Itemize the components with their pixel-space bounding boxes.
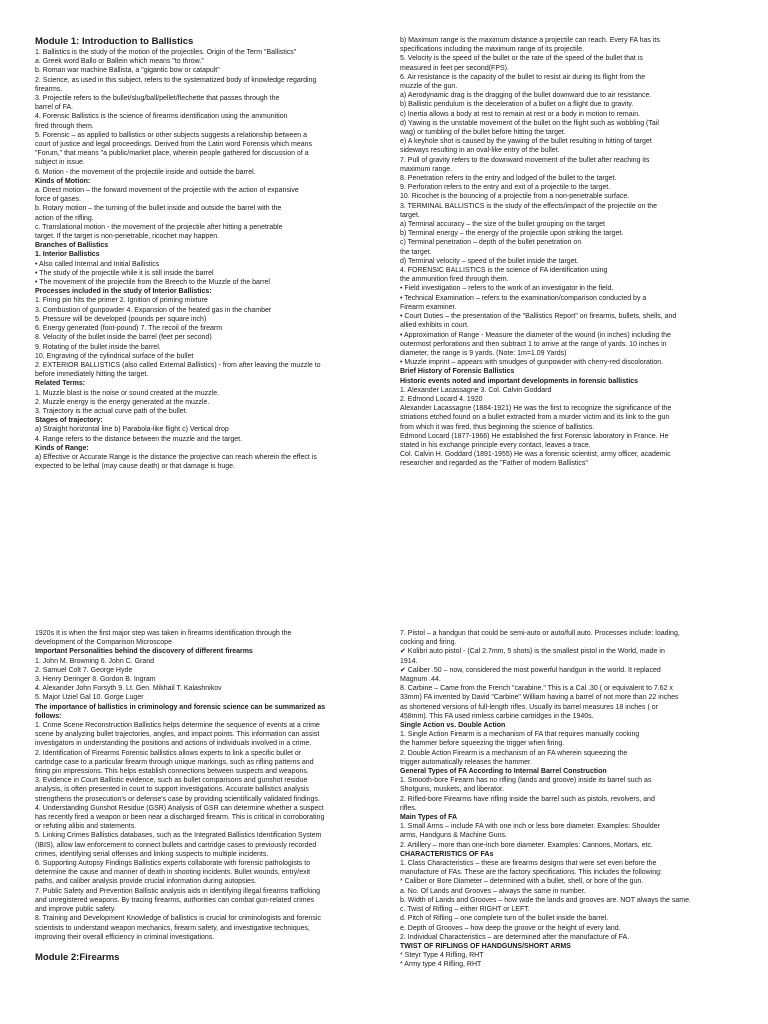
text-line: specifications including the maximum range of its projectile. [400,46,585,54]
text-line: 9. Perforation refers to the entry and exit of a projectile to the target. [400,184,611,192]
text-line: 2. Rifled-bore Firearms have rifling inside the barrel such as pistols, revolvers, and [400,795,655,803]
text-line: (IBIS), allow law enforcement to connect bullets and cartridge cases to previously recorded [35,841,317,849]
text-line: crimes, identifying serial offenses and linking suspects to multiple incidents. [35,850,269,858]
text-line: 5. Forensic – as applied to ballistics or other subjects suggests a relationship between a [35,131,307,139]
text-line: • Field investigation – refers to the work of an investigator in the field. [400,285,614,293]
text-line: 8. Penetration refers to the entry and lodged of the bullet to the target. [400,175,617,183]
text-line: • Also called Internal and Initial Ballistics [35,260,160,268]
text-line: 6. Motion - the movement of the projectile inside and outside the barrel. [35,168,256,176]
text-line: ✔ Kolibri auto pistol - (Cal 2.7mm, 5 shots) is the smallest pistol in the World, made in [400,648,665,656]
text-line: b) Ballistic pendulum is the deceleration of a bullet on a flight due to gravity. [400,101,634,109]
text-line: 7. Public Safety and Prevention Ballistic analysis aids in identifying illegal firearms trafficking [35,887,321,895]
text-line: b) Maximum range is the maximum distance a projectile can reach. Every FA has its [400,37,660,44]
text-line: a. No. Of Lands and Grooves – always the same in number. [400,887,586,895]
text-line: Col. Calvin H. Goddard (1891-1955) He was a forensic scientist, army officer, academic [400,451,671,459]
text-line: e) A keyhole shot is caused by the yawing of the bullet resulting in hitting of target [400,138,652,146]
text-line: Magnum .44. [400,676,441,684]
text-line: 5. Linking Crimes Ballistics databases, such as the Integrated Ballistics Identification System [35,832,322,840]
bottom-left-column [35,629,365,964]
text-line: from which it was fired, thus beginning the science of ballistics. [400,423,595,431]
text-line: development of the Comparison Microscope [35,639,172,647]
text-line: • Court Duties – the presentation of the "Ballistics Report" on firearms, bullets, shells, and [400,313,677,321]
text-line: and improve public safety. [35,906,116,914]
text-line: b. Roman war machine Ballista, a "gigantic bow or catapult" [35,67,220,75]
text-line: paths, and caliber analysis provide crucial information during autopsies. [35,878,257,886]
text-line: 1. Alexander Lacassagne 3. Col. Calvin Goddard [400,386,552,394]
top-right-column [400,36,740,469]
text-line: 3. Combustion of gunpowder 4. Expansion of the heated gas in the chamber [35,306,272,314]
text-line: a) Aerodynamic drag is the dragging of the bullet downward due to air resistance. [400,92,652,100]
text-line: 4. Alexander John Forsyth 9. Lt. Gen. Mikhail T. Kalashnikov [35,685,222,693]
text-line: • The movement of the projectile from the Breech to the Muzzle of the barrel [35,279,270,287]
text-line: cocking and firing. [400,639,457,647]
text-line: barrel of FA. [35,104,74,112]
text-line: maximum range. [400,165,453,173]
text-line: and unregistered weapons. By tracing firearms, authorities can combat gun-related crimes [35,896,314,904]
text-line: "Forum," that means "a public/market place, wherein people gathered for discussion of a [35,150,309,158]
text-line: Shotguns, muskets, and liberator. [400,786,504,794]
text-line: TWIST OF RIFLINGS OF HANDGUNS/SHORT ARMS [400,942,571,950]
text-line: Historic events noted and important developments in forensic ballistics [400,377,639,385]
text-line: 3. Projectile refers to the bullet/slug/ball/pellet/flechette that passes through the [35,95,280,103]
text-line: 7. Pistol – a handgun that could be semi-auto or auto/full auto. Processes include: loading, [400,630,680,637]
text-line: Processes included in the study of Interior Ballistics: [35,288,212,296]
text-line: c. Translational motion - the movement of the projectile after hitting a penetrable [35,223,283,231]
text-line: sideways resulting in an oval-like entry of the bullet. [400,147,560,155]
text-line: 8. Velocity of the bullet inside the barrel (feet per second) [35,334,212,342]
text-line: 5. Major Uziel Gal 10. Gorge Luger [35,694,144,702]
text-line: 2. Individual Characteristics – are determined after the manufacture of FA. [400,933,630,941]
text-line: c) Terminal penetration – depth of the bullet penetration on [400,239,582,247]
text-line: d. Pitch of Rifling – one complete turn of the bullet inside the barrel. [400,915,609,923]
text-line: Main Types of FA [400,814,458,822]
module-heading: Module 1: Introduction to Ballistics [35,36,194,47]
text-line: d) Terminal velocity – speed of the bullet inside the target. [400,257,579,265]
text-line: 1. Firing pin hits the primer 2. Ignition of priming mixture [35,297,208,305]
text-line: 7. Pull of gravity refers to the downward movement of the bullet after reaching its [400,156,650,164]
text-line: rifles. [400,804,417,812]
text-line: 1. John M. Browning 6. John C. Grand [35,657,155,665]
text-line: manufacture of FAs. These are the factory specifications. This includes the following: [400,869,662,877]
text-line: 1. Class Characteristics – these are firearms designs that were set even before the [400,860,657,868]
text-line: 4. Range refers to the distance between the muzzle and the target. [35,435,243,443]
text-line: 5. Velocity is the speed of the bullet or the rate of the speed of the bullet that is [400,55,643,63]
text-line: investigators in understanding the positions and actions of individuals involved in a crime. [35,740,312,748]
text-line: target. If the target is non-penetrable, ricochet may happen. [35,233,220,241]
text-line: Related Terms: [35,380,86,388]
text-line: 2. Artillery – more than one-inch bore diameter. Examples: Cannons, Mortars, etc. [400,841,653,849]
text-line: 3. Trajectory is the actual curve path of the bullet. [35,407,188,415]
top-left-column [35,36,365,471]
text-line: * Army type 4 Rifling, RHT [400,961,482,969]
text-line: c. Twist of Rifling – either RIGHT or LEFT. [400,906,530,914]
text-line: 5. Pressure will be developed (pounds per square inch) [35,315,207,323]
text-line: striations etched found on a bullet extracted from a murder victim and its link to the gun [400,414,670,422]
text-line: Important Personalities behind the discovery of different firearms [35,648,253,656]
text-line: Branches of Ballistics [35,242,109,250]
text-line: 3. TERMINAL BALLISTICS is the study of the effects/impact of the projectile on the [400,202,658,210]
text-line: 4. FORENSIC BALLISTICS is the science of FA identification using [400,267,608,275]
text-line: 9. Rotating of the bullet inside the barrel. [35,343,161,351]
text-line: muzzle of the gun. [400,83,458,91]
text-line: follows: [35,712,62,720]
text-line: fired through them. [35,122,94,130]
text-line: firearms. [35,85,63,93]
text-line: • Approximation of Range - Measure the diameter of the wound (in inches) including the [400,331,671,339]
text-line: action of the rifling. [35,214,94,222]
text-line: 1. Smooth-bore Firearm has no rifling (lands and groove) inside its barrel such as [400,777,652,785]
text-line: a. Greek word Ballo or Ballein which means "to throw." [35,58,204,66]
text-line: b) Terminal energy – the energy of the projectile upon striking the target. [400,230,624,238]
text-line: 4. Understanding Gunshot Residue (GSR) Analysis of GSR can determine whether a suspect [35,804,324,812]
text-line: determine the cause and manner of death in shooting incidents. Bullet wounds, entry/exit [35,869,311,877]
text-line: 2. Double Action Firearm is a mechanism of an FA wherein squeezing the [400,749,628,757]
text-line: analysis, is often presented in court to support investigations. Accurate ballistics analysis [35,786,309,794]
text-line: force of gases. [35,196,81,204]
text-line: 6. Energy generated (foot-pound) 7. The recoil of the firearm [35,325,223,333]
text-line: CHARACTERISTICS OF FAs [400,850,494,858]
text-line: 10. Engraving of the cylindrical surface of the bullet [35,352,194,360]
text-line: 10. Ricochet is the bouncing of a projectile from a non-penetrable surface. [400,193,630,201]
text-line: a) Terminal accuracy – the size of the bullet grouping on the target [400,221,605,229]
text-line: 1. Single Action Firearm is a mechanism of FA that requires manually cocking [400,731,640,739]
text-line: trigger automatically releases the hammer. [400,758,532,766]
text-line: or refuting alibis and statements. [35,823,137,831]
text-line: 4. Forensic Ballistics is the science of firearms identification using the ammunition [35,113,288,121]
text-line: ✔ Caliber .50 – now, considered the most powerful handgun in the world. It replaced [400,666,661,674]
text-line: 1. Small Arms – include FA with one inch or less bore diameter. Examples: Shoulder [400,823,660,831]
text-line: 2. Muzzle energy is the energy generated at the muzzle. [35,398,210,406]
text-line: the ammunition fired through them. [400,276,509,284]
text-line: General Types of FA According to Internal Barrel Construction [400,768,607,776]
text-line: diameter, the range is 9 yards. (Note: 1m=1.09 Yards) [400,349,567,357]
text-line: stated in his exchange principle every contact, leaves a trace. [400,441,591,449]
text-line: the hammer before squeezing the trigger when firing. [400,740,565,748]
text-line: 2. Science, as used in this subject, refers to the systematized body of knowledge regarding [35,76,317,84]
text-line: Firearm examiner. [400,303,457,311]
text-line: b. Width of Lands and Grooves – how wide the lands and grooves are. NOT always the same. [400,896,691,904]
text-line: researcher and regarded as the "Father of modern Ballistics" [400,460,588,468]
text-line: 1914. [400,657,418,665]
text-line: target. [400,211,420,219]
text-line: c) Inertia allows a body at rest to remain at rest or a body in motion to remain. [400,110,641,118]
text-line: the target. [400,248,432,256]
text-line: • The study of the projectile while it is still inside the barrel [35,269,214,277]
text-line: Stages of trajectory: [35,417,103,425]
text-line: Brief History of Forensic Ballistics [400,368,515,376]
text-line: 1. Crime Scene Reconstruction Ballistics helps determine the sequence of events at a crime [35,722,320,730]
text-line: * Steyr Type 4 Rifling, RHT [400,952,484,960]
text-line: has recently fired a weapon or been near a discharged firearm. This is critical in corroborating [35,814,325,822]
text-line: wag) or tumbling of the bullet before hitting the target. [400,129,566,137]
text-line: court of justice and legal proceedings. Derived from the Latin word Forensis which means [35,141,313,149]
text-line: * Caliber or Bore Diameter – determined with a bullet, shell, or bore of the gun. [400,878,644,886]
text-line: a) Straight horizontal line b) Parabola-like flight c) Vertical drop [35,426,229,434]
bottom-right-column [400,629,740,970]
text-line: as shortened versions of full-length rifles. Usually its barrel measures 18 inches ( or [400,703,658,711]
text-line: before immediately hitting the target. [35,371,149,379]
text-line: e. Depth of Grooves – how deep the groove or the height of every land. [400,924,621,932]
text-line: 6. Air resistance is the capacity of the bullet to resist air during its flight from the [400,73,646,81]
module-heading: Module 2:Firearms [35,951,120,963]
text-line: 3. Evidence in Court Ballistic evidence, such as bullet comparisons and gunshot residue [35,777,308,785]
text-line: 2. Edmond Locard 4. 1920 [400,395,483,403]
text-line: Edmond Locard (1877-1966) He established the first Forensic laboratory in France. He [400,432,669,440]
text-line: outermost perforations and then subtract 1 to arrive at the range of yards. 10 inches in [400,340,667,348]
text-line: 33mm) FA invented by David "Carbine" William having a barrel of not more than 22 inches [400,694,679,702]
text-line: The importance of ballistics in criminology and forensic science can be summarized as [35,703,326,711]
text-line: 2. EXTERIOR BALLISTICS (also called External Ballistics) - from after leaving the muzzle to [35,361,321,369]
text-line: 458mm). This FA used rimless carbine cartridges in the 1940s. [400,712,594,720]
text-line: subject in issue. [35,159,85,167]
text-line: • Technical Examination – refers to the examination/comparison conducted by a [400,294,647,302]
text-line: Single Action vs. Double Action [400,722,506,730]
text-line: Alexander Lacassagne (1884-1921) He was the first to recognize the significance of the [400,405,672,413]
text-line: Kinds of Motion: [35,177,91,185]
text-line: arms, Handguns & Machine Guns. [400,832,507,840]
text-line: firing pin impressions. This helps establish connections between suspects and weapons. [35,768,309,776]
text-line: improving their overall efficiency in criminal investigations. [35,933,215,941]
text-line: 3. Henry Deringer 8. Gordon B. Ingram [35,676,156,684]
text-line: b. Rotary motion – the turning of the bullet inside and outside the barrel with the [35,205,282,213]
text-line: expected to be lethal (may cause death) or that damage is huge. [35,463,236,471]
text-line: cartridge case to a particular firearm through unique markings, such as rifling patterns and [35,758,314,766]
text-line: scene by analyzing bullet trajectories, angles, and impact points. This information can assist [35,731,320,739]
text-line: 1. Ballistics is the study of the motion of the projectiles. Origin of the Term "Ballistics" [35,49,297,56]
text-line: measured in feet per second(FPS). [400,64,509,72]
text-line: Kinds of Range: [35,444,89,452]
text-line: • Muzzle imprint – appears with smudges of gunpowder with cherry-red discoloration. [400,359,664,367]
text-line: d) Yawing is the unstable movement of the bullet on the flight such as wobbling (Tail [400,119,659,127]
text-line: 2. Samuel Colt 7. George Hyde [35,666,133,674]
text-line: 8. Carbine – Came from the French "carabine." This is a Cal .30 ( or equivalent to 7.62 x [400,685,673,693]
text-line: 1. Muzzle blast is the noise or sound created at the muzzle. [35,389,220,397]
text-line: 2. Identification of Firearms Forensic ballistics allows experts to link a specific bullet or [35,749,302,757]
page-separator [0,600,768,622]
text-line: 6. Supporting Autopsy Findings Ballistics experts collaborate with forensic pathologists to [35,860,311,868]
text-line: allied exhibits in court. [400,322,469,330]
text-line: 8. Training and Development Knowledge of ballistics is crucial for criminologists and forensic [35,915,321,923]
text-line: strengthens the prosecution's or defense's case by providing scientifically validated findings. [35,795,320,803]
text-line: 1920s It is when the first major step was taken in firearms identification through the [35,630,292,637]
text-line: 1. Interior Ballistics [35,251,100,259]
text-line: scientists to understand weapon mechanics, firearm safety, and investigative techniques, [35,924,310,932]
text-line: a. Direct motion – the forward movement of the projectile with the action of expansive [35,187,299,195]
text-line: a) Effective or Accurate Range is the distance the projective can reach wherein the effect is [35,453,317,461]
